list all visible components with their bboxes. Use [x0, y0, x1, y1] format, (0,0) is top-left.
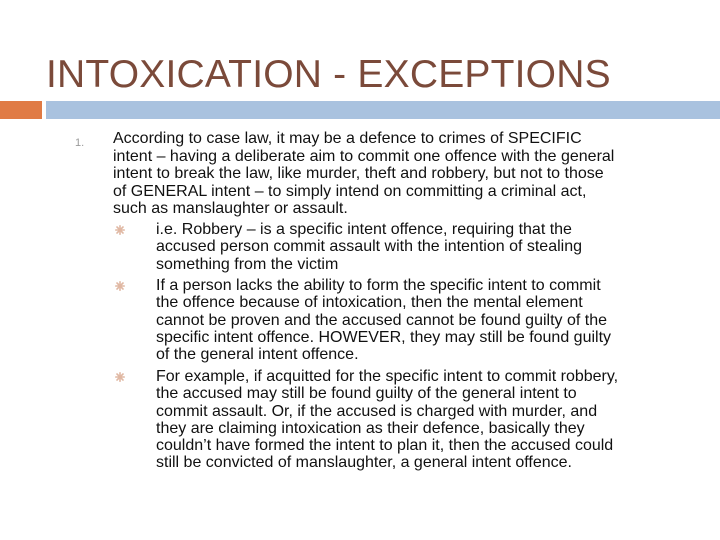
sub-bullet-text: i.e. Robbery – is a specific intent offence, requiring that the accused person commit assault with the intention of stealing something from the victim — [156, 221, 583, 273]
slide-title: INTOXICATION - EXCEPTIONS — [46, 53, 611, 96]
asterisk-bullet-icon — [115, 225, 125, 235]
accent-bar-orange — [0, 101, 42, 119]
asterisk-bullet-icon — [115, 281, 125, 291]
accent-bar-blue — [46, 101, 720, 119]
sub-bullet-text: If a person lacks the ability to form the specific intent to commit the offence because of intoxication, then the mental element cannot be proven and the accused cannot be found guilty of the specific intent offence. HOWEVER, they may still be found guilty of the general intent offence. — [156, 277, 612, 364]
sub-bullet-example — [156, 368, 701, 472]
sub-bullet-robbery — [156, 221, 701, 273]
main-paragraph: According to case law, it may be a defence to crimes of SPECIFIC intent – having a deliberate aim to commit one offence with the general intent to break the law, like murder, theft and robbery, but not to those of GENERAL intent – to simply intend on committing a criminal act, such as manslaughter or assault. — [113, 130, 615, 218]
asterisk-bullet-icon — [115, 372, 125, 382]
sub-bullet-text: For example, if acquitted for the specific intent to commit robbery, the accused may still be found guilty of the general intent to commit assault. Or, if the accused is charged with murder, and they are claiming intoxication as their defence, basically they couldn’t have formed the intent to plan it, then the accused could still be convicted of manslaughter, a general intent offence. — [156, 368, 619, 472]
sub-bullet-intoxication — [156, 277, 701, 363]
list-number: 1. — [75, 137, 85, 149]
